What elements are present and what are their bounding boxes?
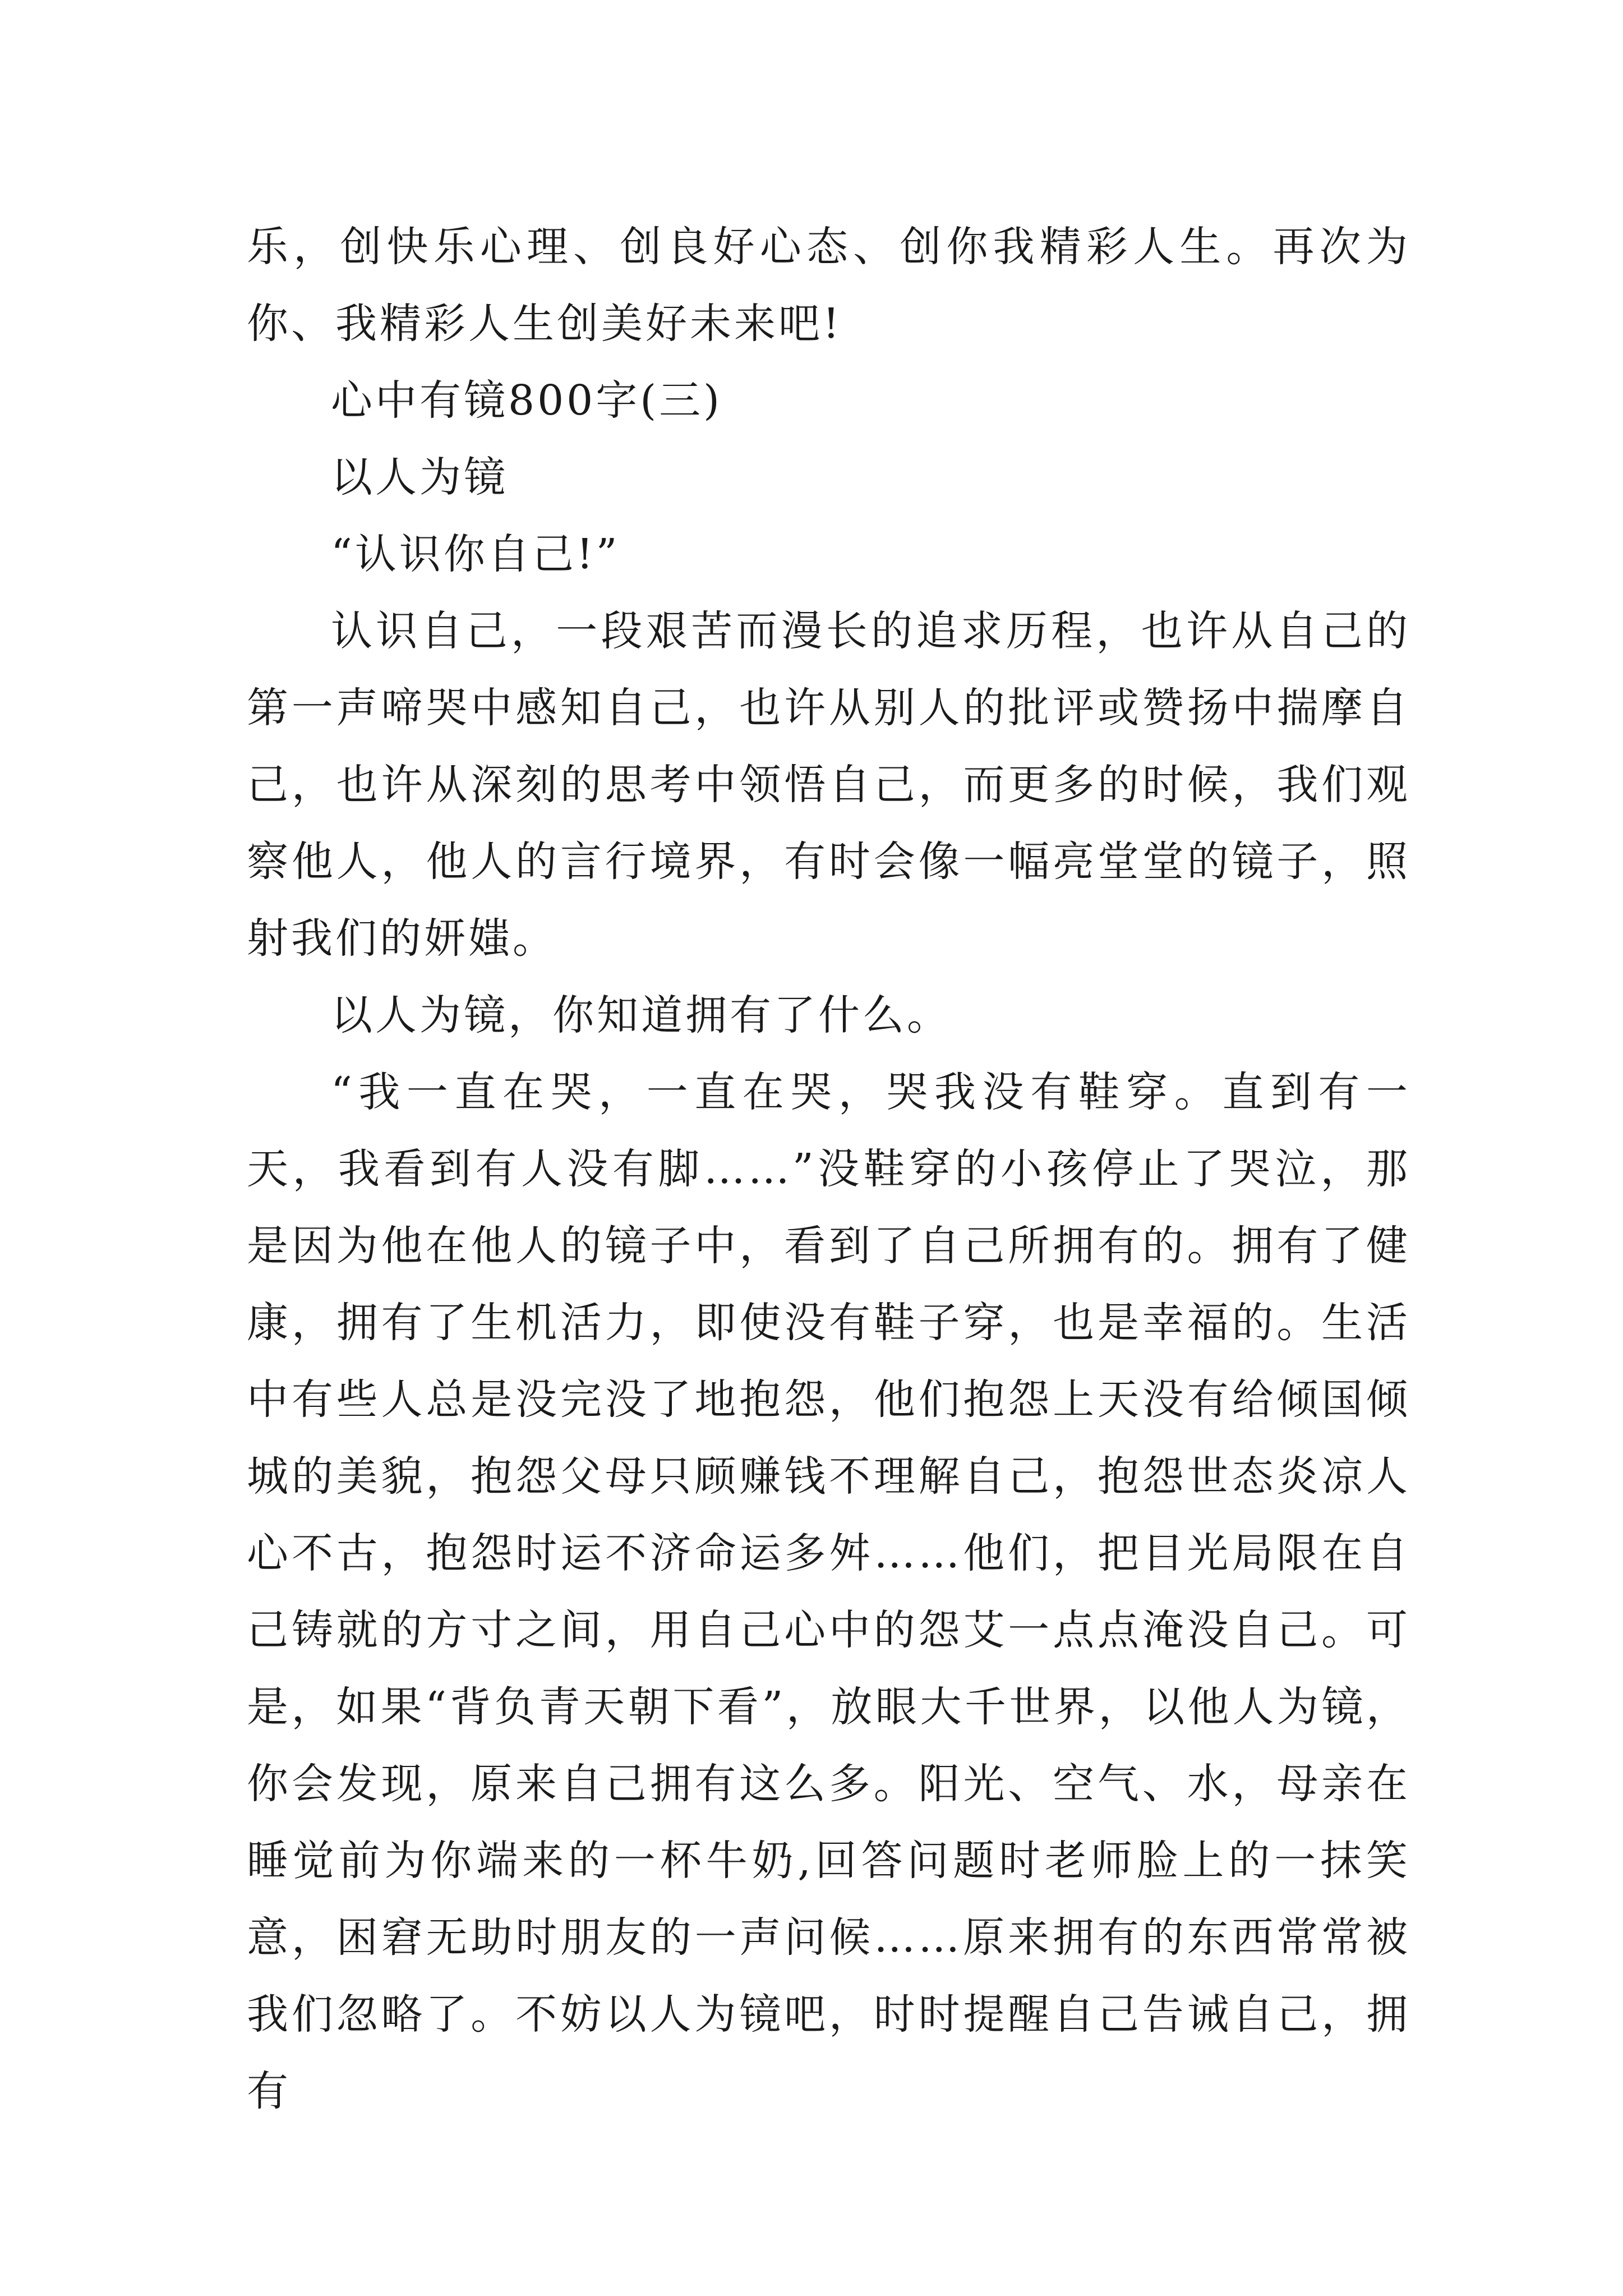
paragraph-story: “我一直在哭，一直在哭，哭我没有鞋穿。直到有一天，我看到有人没有脚……”没鞋穿的小孩停止了哭泣，那是因为他在他人的镜子中，看到了自己所拥有的。拥有了健康，拥有了生机活力，即使没有鞋子穿，也是幸福的。生活中有些人总是没完没了地抱怨，他们抱怨上天没有给倾国倾城的美貌，抱怨父母只顾赚钱不理解自己，抱怨世态炎凉人心不古，抱怨时运不济命运多舛……他们，把目光局限在自己铸就的方寸之间，用自己心中的怨艾一点点淹没自己。可是，如果“背负青天朝下看”，放眼大千世界，以他人为镜，你会发现，原来自己拥有这么多。阳光、空气、水，母亲在睡觉前为你端来的一杯牛奶,回答问题时老师脸上的一抹笑意，困窘无助时朋友的一声问候……原来拥有的东西常常被我们忽略了。不妨以人为镜吧，时时提醒自己告诫自己，拥有	[247, 1068, 1410, 2115]
paragraph-self-knowledge: 认识自己，一段艰苦而漫长的追求历程，也许从自己的第一声啼哭中感知自己，也许从别人的批评或赞扬中揣摩自己，也许从深刻的思考中领悟自己，而更多的时候，我们观察他人，他人的言行境界，有时会像一幅亮堂堂的镜子，照射我们的妍媸。	[247, 607, 1410, 963]
quotation-line: “认识你自己!”	[331, 530, 620, 578]
essay-subtitle: 以人为镜	[331, 453, 508, 501]
paragraph-question: 以人为镜，你知道拥有了什么。	[331, 991, 951, 1039]
paragraph-continuation: 乐，创快乐心理、创良好心态、创你我精彩人生。再次为你、我精彩人生创美好未来吧!	[247, 223, 1410, 348]
essay-title: 心中有镜800字(三)	[331, 376, 722, 425]
document-body	[247, 209, 1410, 2130]
